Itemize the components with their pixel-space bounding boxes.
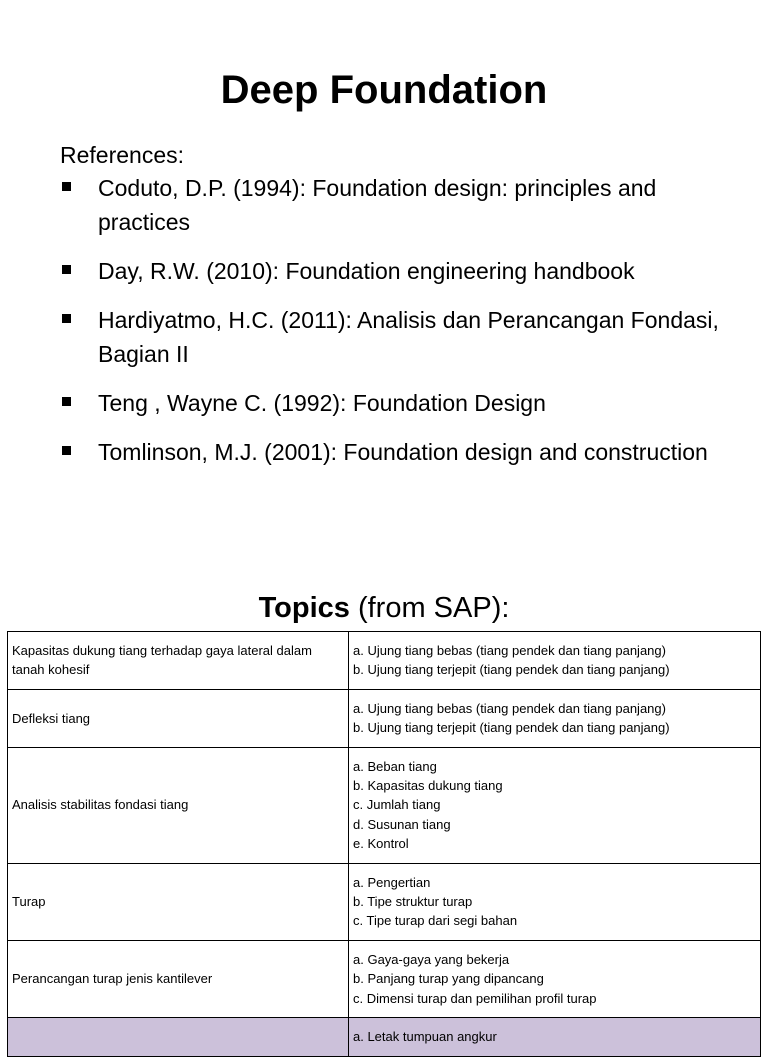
topic-cell: Defleksi tiang	[8, 689, 349, 747]
subtopic-item: a. Beban tiang	[353, 758, 437, 774]
subtopic-item: b. Kapasitas dukung tiang	[353, 778, 503, 794]
reference-item	[60, 171, 740, 239]
topics-heading-bold: Topics	[258, 592, 350, 624]
page-title: Deep Foundation	[220, 68, 548, 112]
subtopic-item: e. Kontrol	[353, 836, 409, 852]
reference-text: Coduto, D.P. (1994): Foundation design: principles and practices	[98, 175, 657, 235]
square-bullet-icon	[62, 446, 71, 455]
table-row	[8, 689, 761, 747]
subtopics-cell	[349, 863, 761, 940]
subtopic-item: c. Dimensi turap dan pemilihan profil turap	[353, 990, 597, 1006]
reference-item	[60, 303, 740, 371]
reference-text: Tomlinson, M.J. (2001): Foundation design and construction	[98, 439, 708, 465]
table-row	[8, 632, 761, 690]
subtopic-item: a. Letak tumpuan angkur	[353, 1029, 497, 1045]
square-bullet-icon	[62, 182, 71, 191]
topics-heading	[0, 588, 768, 628]
table-row	[8, 863, 761, 940]
topic-cell: Perancangan turap jenis kantilever	[8, 940, 349, 1017]
subtopic-item: c. Tipe turap dari segi bahan	[353, 913, 518, 929]
reference-text: Day, R.W. (2010): Foundation engineering handbook	[98, 258, 635, 284]
topics-table	[7, 631, 761, 1057]
subtopic-item: b. Ujung tiang terjepit (tiang pendek dan tiang panjang)	[353, 720, 670, 736]
table-row	[8, 1018, 761, 1056]
topic-cell: Kapasitas dukung tiang terhadap gaya lateral dalam tanah kohesif	[8, 632, 349, 690]
square-bullet-icon	[62, 314, 71, 323]
subtopic-item: b. Tipe struktur turap	[353, 894, 473, 910]
subtopic-item: a. Ujung tiang bebas (tiang pendek dan tiang panjang)	[353, 643, 666, 658]
square-bullet-icon	[62, 397, 71, 406]
subtopic-item: a. Gaya-gaya yang bekerja	[353, 951, 510, 967]
reference-text: Teng , Wayne C. (1992): Foundation Design	[98, 390, 546, 416]
table-row	[8, 940, 761, 1017]
topics-heading-rest: (from SAP):	[349, 592, 510, 624]
topic-cell: Analisis stabilitas fondasi tiang	[8, 747, 349, 863]
subtopics-cell	[349, 940, 761, 1017]
reference-item	[60, 435, 740, 469]
subtopic-item: a. Pengertian	[353, 874, 431, 890]
subtopic-item: b. Ujung tiang terjepit (tiang pendek dan tiang panjang)	[353, 662, 670, 678]
subtopics-cell	[349, 632, 761, 690]
subtopics-cell	[349, 747, 761, 863]
reference-item	[60, 386, 740, 420]
subtopics-cell	[349, 689, 761, 747]
topic-cell	[8, 1018, 349, 1056]
subtopic-item: d. Susunan tiang	[353, 816, 451, 832]
subtopic-item: b. Panjang turap yang dipancang	[353, 971, 544, 987]
subtopic-item: c. Jumlah tiang	[353, 797, 441, 813]
table-row	[8, 747, 761, 863]
references-heading: References:	[60, 142, 185, 168]
subtopic-item: a. Ujung tiang bebas (tiang pendek dan tiang panjang)	[353, 700, 666, 716]
subtopics-cell	[349, 1018, 761, 1056]
reference-item	[60, 254, 740, 288]
square-bullet-icon	[62, 265, 71, 274]
topic-cell: Turap	[8, 863, 349, 940]
references-list	[60, 171, 740, 484]
reference-text: Hardiyatmo, H.C. (2011): Analisis dan Perancangan Fondasi, Bagian II	[98, 307, 719, 367]
